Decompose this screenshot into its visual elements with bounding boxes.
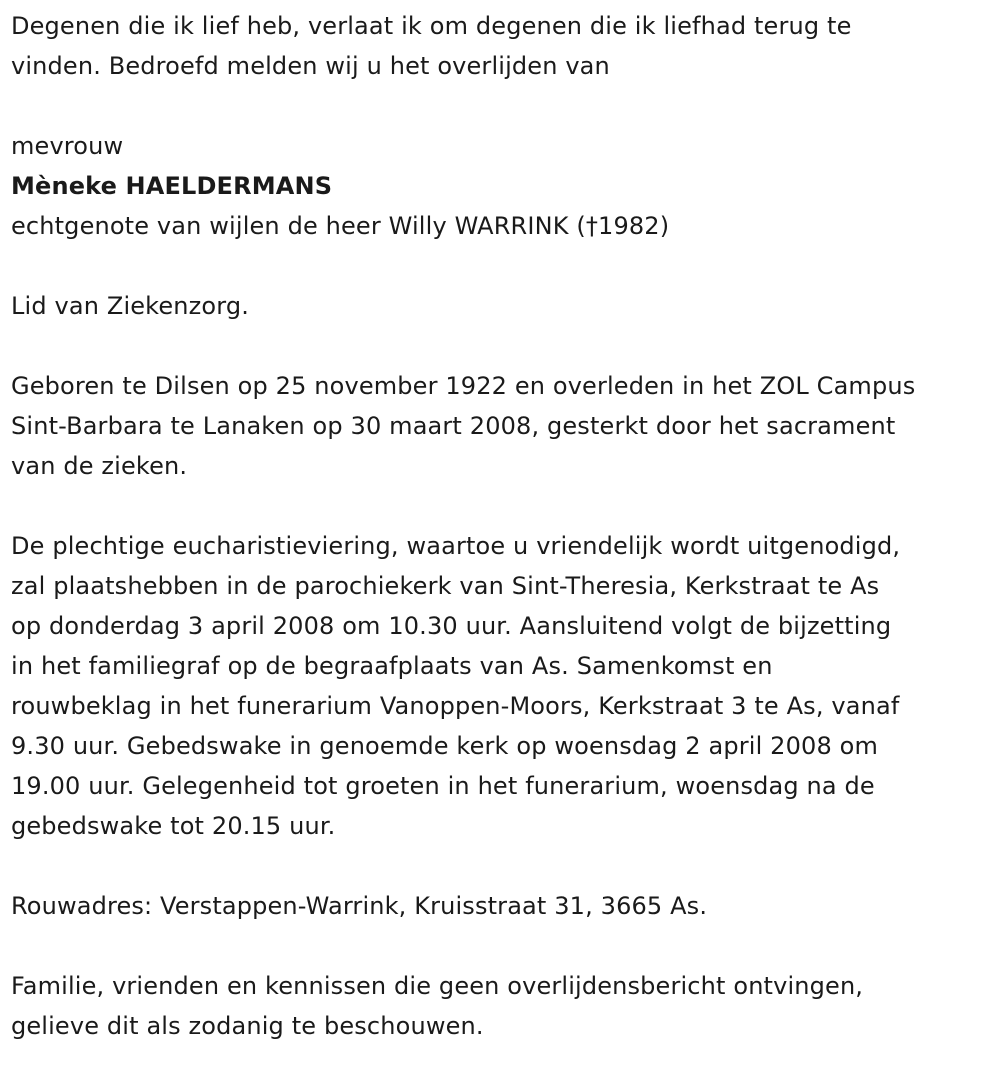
intro-text: Degenen die ik lief heb, verlaat ik om degenen die ik liefhad terug te vinden. Bedroefd melden wij u het overlijden van (11, 12, 852, 80)
ceremony-text: De plechtige eucharistieviering, waartoe u vriendelijk wordt uitgenodigd, zal plaatshebben in de parochiekerk van Sint-Theresia, Kerkstraat te As op donderdag 3 april 2008 om 10.30 uur. Aansluitend volgt de bijzetting in het familiegraf op de begraafplaats van As. Samenkomst en rouwbeklag in het funerarium Vanoppen-Moors, Kerkstraat 3 te As, vanaf 9.30 uur. Gebedswake in genoemde kerk op woensdag 2 april 2008 om 19.00 uur. Gelegenheid tot groeten in het funerarium, woensdag na de gebedswake tot 20.15 uur. (11, 532, 901, 840)
salutation-text: mevrouw (11, 132, 124, 160)
deceased-name: Mèneke HAELDERMANS (11, 172, 333, 200)
closing-text: Familie, vrienden en kennissen die geen overlijdensbericht ontvingen, gelieve dit als zodanig te beschouwen. (11, 972, 864, 1040)
membership-text: Lid van Ziekenzorg. (11, 292, 249, 320)
mourning-address-text: Rouwadres: Verstappen-Warrink, Kruisstraat 31, 3665 As. (11, 892, 708, 920)
spouse-text: echtgenote van wijlen de heer Willy WARRINK (†1982) (11, 212, 670, 240)
obituary-document (11, 6, 991, 1046)
birth-death-text: Geboren te Dilsen op 25 november 1922 en overleden in het ZOL Campus Sint-Barbara te Lanaken op 30 maart 2008, gesterkt door het sacrament van de zieken. (11, 372, 916, 480)
